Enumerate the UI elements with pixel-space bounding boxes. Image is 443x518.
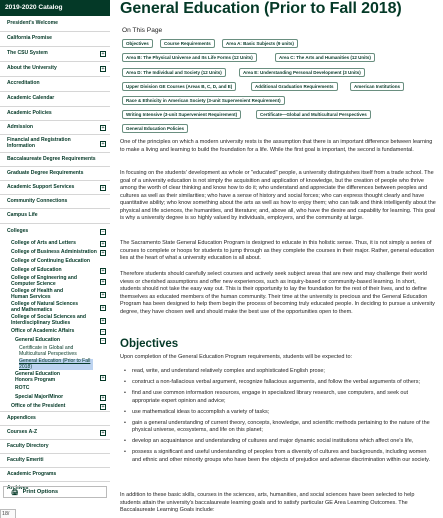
anchor-area-c[interactable]: Area C: The Arts and Humanities (12 Units) xyxy=(275,53,375,62)
anchor-area-a[interactable]: Area A: Basic Subjects (9 units) xyxy=(222,39,298,48)
expand-toggle-icon[interactable]: + xyxy=(101,317,105,324)
expand-toggle-icon[interactable]: + xyxy=(101,278,105,285)
sidebar-item-baccalaureate-requirements[interactable] xyxy=(0,153,110,167)
sidebar-item-label: Community Connections xyxy=(7,197,68,204)
catalog-title[interactable]: 2019-2020 Catalog xyxy=(0,0,110,16)
list-item: • find and use common information resources, engage in specialized library research, use computers, and seek out appropriate expert opinion and advice; xyxy=(120,390,436,405)
sidebar-item-colleges[interactable] xyxy=(0,224,110,239)
sidebar-item-social-sciences[interactable] xyxy=(0,314,110,327)
sidebar-item-engineering-cs[interactable] xyxy=(0,275,110,288)
list-item: • possess a significant and useful understanding of peoples from a diversity of cultures and backgrounds, including women and ethnic and other minority groups who have been the objects of prejudice and adverse discrimination within our society. xyxy=(120,449,436,464)
sidebar-item-label: College of Health and Human Services xyxy=(11,287,64,300)
page-counter: 18/ xyxy=(0,509,16,518)
expand-toggle-icon[interactable]: + xyxy=(101,140,105,147)
sidebar-item-label: Campus Life xyxy=(7,212,38,219)
sidebar-item-global-certificate[interactable] xyxy=(0,345,110,358)
anchor-additional-graduation[interactable]: Additional Graduation Requirements xyxy=(251,82,338,91)
sidebar-item-about-university[interactable] xyxy=(0,62,110,77)
anchor-course-requirements[interactable]: Course Requirements xyxy=(160,39,215,48)
sidebar-item-appendices[interactable] xyxy=(0,412,110,426)
expand-toggle-icon[interactable]: + xyxy=(101,124,105,131)
sidebar-item-office-president[interactable] xyxy=(0,402,110,412)
expand-toggle-icon[interactable]: + xyxy=(101,429,105,436)
objectives-heading: Objectives xyxy=(120,338,179,350)
sidebar-item-california-promise[interactable] xyxy=(0,32,110,47)
expand-toggle-icon[interactable]: + xyxy=(101,249,105,256)
sidebar-item-label: ROTC xyxy=(15,384,30,391)
sidebar-item-presidents-welcome[interactable] xyxy=(0,16,110,32)
program-design-paragraph: The Sacramento State General Education Program is designed to educate in this holistic sense. Thus, it is not simply a series of courses to complete or hoops for students to jump through as they complete the courses in their major. Rather, general education lies at the heart of what a university education is all about. xyxy=(120,240,435,261)
sidebar-item-academic-policies[interactable] xyxy=(0,107,110,121)
page-title: General Education (Prior to Fall 2018) xyxy=(120,0,402,17)
course-selection-paragraph: Therefore students should carefully select courses and actively seek subject areas that are new and may challenge their world views or cherished assumptions and offer new experiences, such as inquiry-based or community-based learning. In short, students should not take the easy way out. This is their opportunity to lay the foundation for the rest of their lives, and to define themselves as educated members of the human community. Their time at the university is precious and the General Education Program has been designed to help them begin the process of becoming truly educated people. In deciding to pursue a university degree, they have chosen well and should make the best use of the opportunities open to them. xyxy=(120,271,435,315)
sidebar-item-label: Accreditation xyxy=(7,80,40,87)
sidebar-item-business-administration[interactable] xyxy=(0,248,110,257)
sidebar-item-csu-system[interactable] xyxy=(0,47,110,62)
sidebar-item-label: General Education xyxy=(15,336,61,343)
sidebar-item-graduate-requirements[interactable] xyxy=(0,167,110,181)
collapse-toggle-icon[interactable]: − xyxy=(101,337,105,344)
sidebar-item-label: College of Engineering and Computer Science xyxy=(11,274,77,287)
sidebar-item-faculty-emeriti[interactable] xyxy=(0,454,110,468)
sidebar-item-label: Special Major/Minor xyxy=(15,393,64,400)
sidebar-item-label: President's Welcome xyxy=(7,19,58,26)
expand-toggle-icon[interactable]: + xyxy=(101,184,105,191)
main-content xyxy=(120,0,438,518)
sidebar-item-label: Courses A-Z xyxy=(7,428,38,435)
expand-toggle-icon[interactable]: + xyxy=(101,403,105,410)
sidebar-item-faculty-directory[interactable] xyxy=(0,440,110,454)
printer-icon: 🖨 xyxy=(11,489,19,496)
anchor-area-b[interactable]: Area B: The Physical Universe and Its Life Forms (12 Units) xyxy=(122,53,257,62)
sidebar-item-label: Academic Calendar xyxy=(7,95,55,102)
expand-toggle-icon[interactable]: + xyxy=(101,66,105,72)
anchor-american-institutions[interactable]: American Institutions xyxy=(350,82,404,91)
sidebar-item-continuing-education[interactable] xyxy=(0,257,110,266)
sidebar-item-rotc[interactable] xyxy=(0,384,110,393)
sidebar-item-academic-calendar[interactable] xyxy=(0,92,110,107)
sidebar-item-label: Appendices xyxy=(7,414,36,421)
anchor-area-d[interactable]: Area D: The Individual and Society (12 Units) xyxy=(122,68,226,77)
sidebar-item-education[interactable] xyxy=(0,266,110,275)
sidebar-item-arts-letters[interactable] xyxy=(0,239,110,248)
on-this-page-heading: On This Page xyxy=(122,27,163,34)
expand-toggle-icon[interactable]: + xyxy=(101,394,105,401)
intro-paragraph: One of the principles on which a modern university rests is the assumption that there is an important difference between learning to make a living and learning to build the foundation for a life. While the first goal is important, the second is fundamental. xyxy=(120,139,433,153)
sidebar-item-label: Colleges xyxy=(7,227,29,234)
print-options-button[interactable] xyxy=(3,486,107,498)
objectives-intro: Upon completion of the General Education Program requirements, students will be expected to: xyxy=(120,354,353,360)
sidebar-item-label: Certificate in Global and Multicultural Perspectives xyxy=(19,344,77,357)
sidebar-item-accreditation[interactable] xyxy=(0,77,110,92)
sidebar-item-health-human-services[interactable] xyxy=(0,288,110,301)
sidebar-item-label: Faculty Directory xyxy=(7,442,49,449)
sidebar-item-label: Academic Policies xyxy=(7,109,52,116)
sidebar-item-label: Financial and Registration Information xyxy=(7,136,71,149)
sidebar-item-academic-programs[interactable] xyxy=(0,468,110,482)
sidebar-item-label: College of Natural Sciences and Mathematics xyxy=(11,300,79,313)
sidebar-item-natural-sciences-math[interactable] xyxy=(0,301,110,314)
sidebar-item-label: College of Education xyxy=(11,266,62,273)
anchor-global-certificate[interactable]: Certificate—Global and Multicultural Perspectives xyxy=(256,110,371,119)
sidebar-item-label: Archives xyxy=(7,485,29,492)
list-item: • gain a general understanding of current theory, concepts, knowledge, and scientific methods pertaining to the nature of the physical universe, ecosystems, and life on this planet; xyxy=(120,420,436,435)
expand-toggle-icon[interactable]: + xyxy=(101,304,105,311)
list-item: • use mathematical ideas to accomplish a variety of tasks; xyxy=(120,409,436,417)
sidebar-item-label: College of Continuing Education xyxy=(11,257,90,264)
sidebar-item-admission[interactable] xyxy=(0,121,110,135)
sidebar-item-academic-affairs[interactable] xyxy=(0,327,110,336)
sidebar-item-financial-registration[interactable] xyxy=(0,135,110,153)
collapse-toggle-icon[interactable]: − xyxy=(101,328,105,335)
objectives-list xyxy=(120,368,436,468)
list-item: • construct a non-fallacious verbal argument, recognize fallacious arguments, and follow the verbal arguments of others; xyxy=(120,379,436,387)
anchor-gen-ed-policies[interactable]: General Education Policies xyxy=(122,124,188,133)
anchor-race-ethnicity[interactable]: Race & Ethnicity in American Society (3-unit Supervenient Requirement) xyxy=(122,96,285,105)
sidebar-item-label: General Education (Prior to Fall 2018) xyxy=(19,359,93,370)
sidebar-item-campus-life[interactable] xyxy=(0,209,110,224)
expand-toggle-icon[interactable]: + xyxy=(101,240,105,247)
expand-toggle-icon[interactable]: + xyxy=(101,374,105,381)
sidebar-item-label: The CSU System xyxy=(7,50,48,57)
sidebar-item-general-education[interactable] xyxy=(0,336,110,345)
sidebar-item-label: California Promise xyxy=(7,35,53,42)
anchor-writing-intensive[interactable]: Writing Intensive (3-unit Supervenient Requirement) xyxy=(122,110,241,119)
sidebar-item-label: Graduate Degree Requirements xyxy=(7,169,84,176)
sidebar-nav xyxy=(0,0,110,518)
anchor-area-e[interactable]: Area E: Understanding Personal Development (3 Units) xyxy=(239,68,365,77)
list-item: • develop an acquaintance and understanding of cultures and major dynamic social institutions which affect one's life, xyxy=(120,438,436,446)
sidebar-item-special-major[interactable] xyxy=(0,393,110,402)
sidebar-item-label: General Education Honors Program xyxy=(15,370,61,383)
sidebar-item-label: Admission xyxy=(7,123,34,130)
sidebar-item-community-connections[interactable] xyxy=(0,195,110,209)
anchor-upper-division[interactable]: Upper Division GE Courses (Areas B, C, D, and E) xyxy=(122,82,236,91)
sidebar-item-label: Baccalaureate Degree Requirements xyxy=(7,155,96,162)
sidebar-item-courses-az[interactable] xyxy=(0,426,110,440)
anchor-objectives[interactable]: Objectives xyxy=(122,39,153,48)
sidebar-item-label: Office of the President xyxy=(11,402,66,409)
sidebar-item-label: Academic Programs xyxy=(7,470,57,477)
expand-toggle-icon[interactable]: + xyxy=(101,51,105,57)
educated-people-paragraph: In focusing on the students' development as whole or "educated" people, a university distinguishes itself from a trade school. The goal of a university education is not simply the acquisition and application of knowledge, but the creation of people who thrive among the worth of clear thinking and know how to do it; who understand and appreciate the differences between peoples and cultures as well as their similarities; who have a sense of history and social forces; who can express thought clearly and have quantitative ability; who know something about the arts as well as how to enjoy them; who can talk and think intelligently about the physical and life sciences, the humanities, and literature; and, above all, who have the desire and capability for learning. This goal is why a university degree is so highly valued by individuals, employers, and the community at large. xyxy=(120,170,436,221)
sidebar-item-label: Faculty Emeriti xyxy=(7,456,44,463)
sidebar-item-label: Office of Academic Affairs xyxy=(11,327,75,334)
expand-toggle-icon[interactable]: + xyxy=(101,291,105,298)
sidebar-item-honors-program[interactable] xyxy=(0,371,110,384)
closing-paragraph: In addition to these basic skills, courses in the sciences, arts, humanities, and social sciences have been selected to help students attain the university's baccalaureate learning goals and to satisfy particular GE Area Learning Outcomes. The Baccalaureate Learning Goals include: xyxy=(120,492,415,513)
sidebar-item-label: College of Social Sciences and Interdisciplinary Studies xyxy=(11,313,87,326)
sidebar-item-label: College of Business Administration xyxy=(11,248,97,255)
expand-toggle-icon[interactable]: + xyxy=(101,267,105,274)
sidebar-item-academic-support[interactable] xyxy=(0,181,110,195)
print-options-label: Print Options xyxy=(22,489,59,495)
sidebar-item-label: Academic Support Services xyxy=(7,183,75,190)
list-item: • read, write, and understand relatively complex and sophisticated English prose; xyxy=(120,368,436,376)
collapse-toggle-icon[interactable]: − xyxy=(101,228,105,235)
sidebar-item-label: College of Arts and Letters xyxy=(11,239,76,246)
sidebar-item-label: About the University xyxy=(7,65,57,72)
sidebar-item-gen-ed-prior-2018[interactable] xyxy=(0,358,110,371)
